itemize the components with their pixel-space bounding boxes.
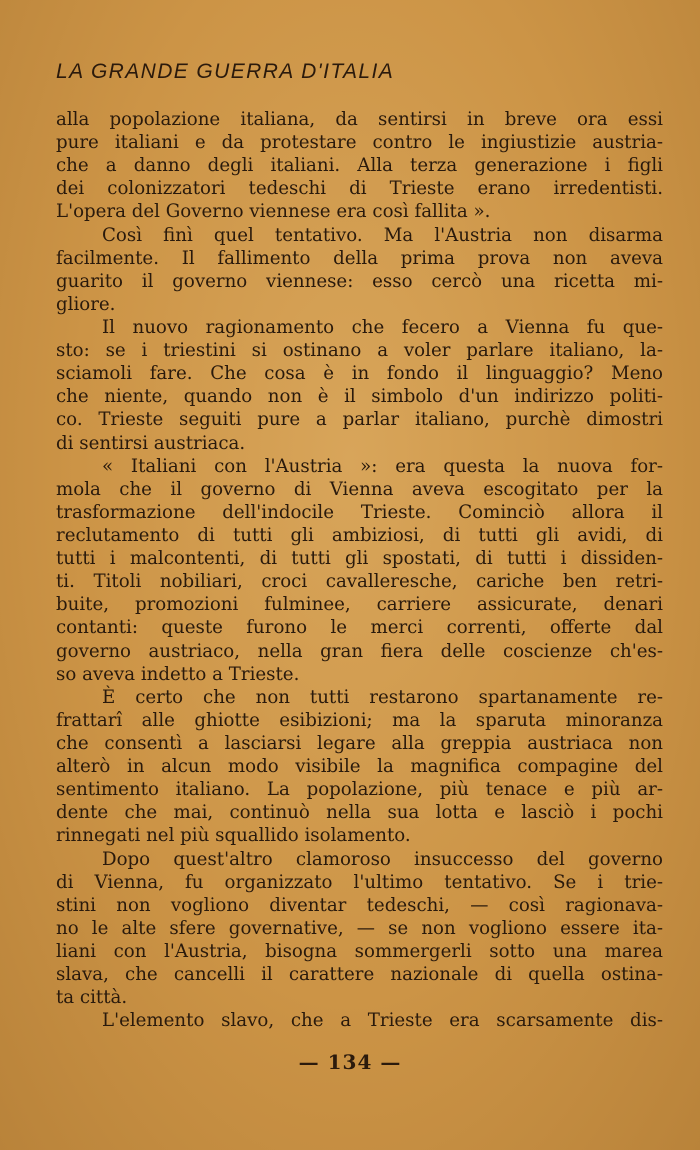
text-line: Così finì quel tentativo. Ma l'Austria non disarma (102, 224, 663, 246)
text-line: L'opera del Governo viennese era così fallita ». (56, 201, 491, 223)
text-line: liani con l'Austria, bisogna sommergerli sotto una marea (56, 940, 663, 962)
text-line: sto: se i triestini si ostinano a voler parlare italiano, la- (56, 340, 663, 362)
text-line: sciamoli fare. Che cosa è in fondo il linguaggio? Meno (56, 363, 663, 385)
text-line: slava, che cancelli il carattere nazionale di quella ostina- (56, 964, 663, 986)
text-line: sentimento italiano. La popolazione, più tenace e più ar- (56, 779, 663, 801)
text-line: contanti: queste furono le merci correnti, offerte dal (56, 617, 663, 639)
text-line: L'elemento slavo, che a Trieste era scarsamente dis- (102, 1010, 663, 1032)
text-line: rinnegati nel più squallido isolamento. (56, 825, 411, 847)
text-line: so aveva indetto a Trieste. (56, 663, 300, 685)
text-line: guarito il governo viennese: esso cercò una ricetta mi- (56, 270, 663, 292)
text-line: frattarî alle ghiotte esibizioni; ma la sparuta minoranza (56, 709, 663, 731)
text-line: Il nuovo ragionamento che fecero a Vienna fu que- (102, 316, 663, 338)
text-line: governo austriaco, nella gran fiera delle coscienze ch'es- (56, 640, 663, 662)
text-line: co. Trieste seguiti pure a parlar italiano, purchè dimostri (56, 409, 663, 431)
text-line: trasformazione dell'indocile Trieste. Cominciò allora il (56, 501, 663, 523)
text-line: gliore. (56, 293, 116, 315)
text-line: facilmente. Il fallimento della prima prova non aveva (56, 247, 663, 269)
text-line: tutti i malcontenti, di tutti gli spostati, di tutti i dissiden- (56, 548, 663, 570)
body-text (56, 108, 663, 1032)
text-line: che a danno degli italiani. Alla terza generazione i figli (56, 155, 663, 177)
text-line: alterò in alcun modo visibile la magnifica compagine del (56, 756, 663, 778)
text-line: ti. Titoli nobiliari, croci cavalleresche, cariche ben retri- (56, 571, 663, 593)
text-line: buite, promozioni fulminee, carriere assicurate, denari (56, 594, 663, 616)
text-line: Dopo quest'altro clamoroso insuccesso del governo (102, 848, 663, 870)
text-line: mola che il governo di Vienna aveva escogitato per la (56, 478, 663, 500)
running-head: LA GRANDE GUERRA D'ITALIA (56, 60, 395, 83)
text-line: dei colonizzatori tedeschi di Trieste erano irredentisti. (56, 178, 663, 200)
text-line: pure italiani e da protestare contro le ingiustizie austria- (56, 132, 663, 154)
text-line: no le alte sfere governative, — se non vogliono essere ita- (56, 917, 663, 939)
page-number: — 134 — (298, 1050, 402, 1074)
text-line: che consentì a lasciarsi legare alla greppia austriaca non (56, 732, 663, 754)
text-line: alla popolazione italiana, da sentirsi in breve ora essi (56, 109, 663, 130)
text-line: di sentirsi austriaca. (56, 432, 246, 454)
text-line: È certo che non tutti restarono spartanamente re- (102, 686, 663, 708)
text-line: reclutamento di tutti gli ambiziosi, di tutti gli avidi, di (56, 524, 663, 546)
text-line: dente che mai, continuò nella sua lotta e lasciò i pochi (56, 802, 663, 824)
text-line: di Vienna, fu organizzato l'ultimo tentativo. Se i trie- (56, 871, 663, 893)
text-line: ta città. (56, 987, 128, 1009)
text-line: che niente, quando non è il simbolo d'un indirizzo politi- (56, 386, 663, 408)
text-line: « Italiani con l'Austria »: era questa la nuova for- (102, 455, 663, 477)
text-line: stini non vogliono diventar tedeschi, — così ragionava- (56, 894, 663, 916)
